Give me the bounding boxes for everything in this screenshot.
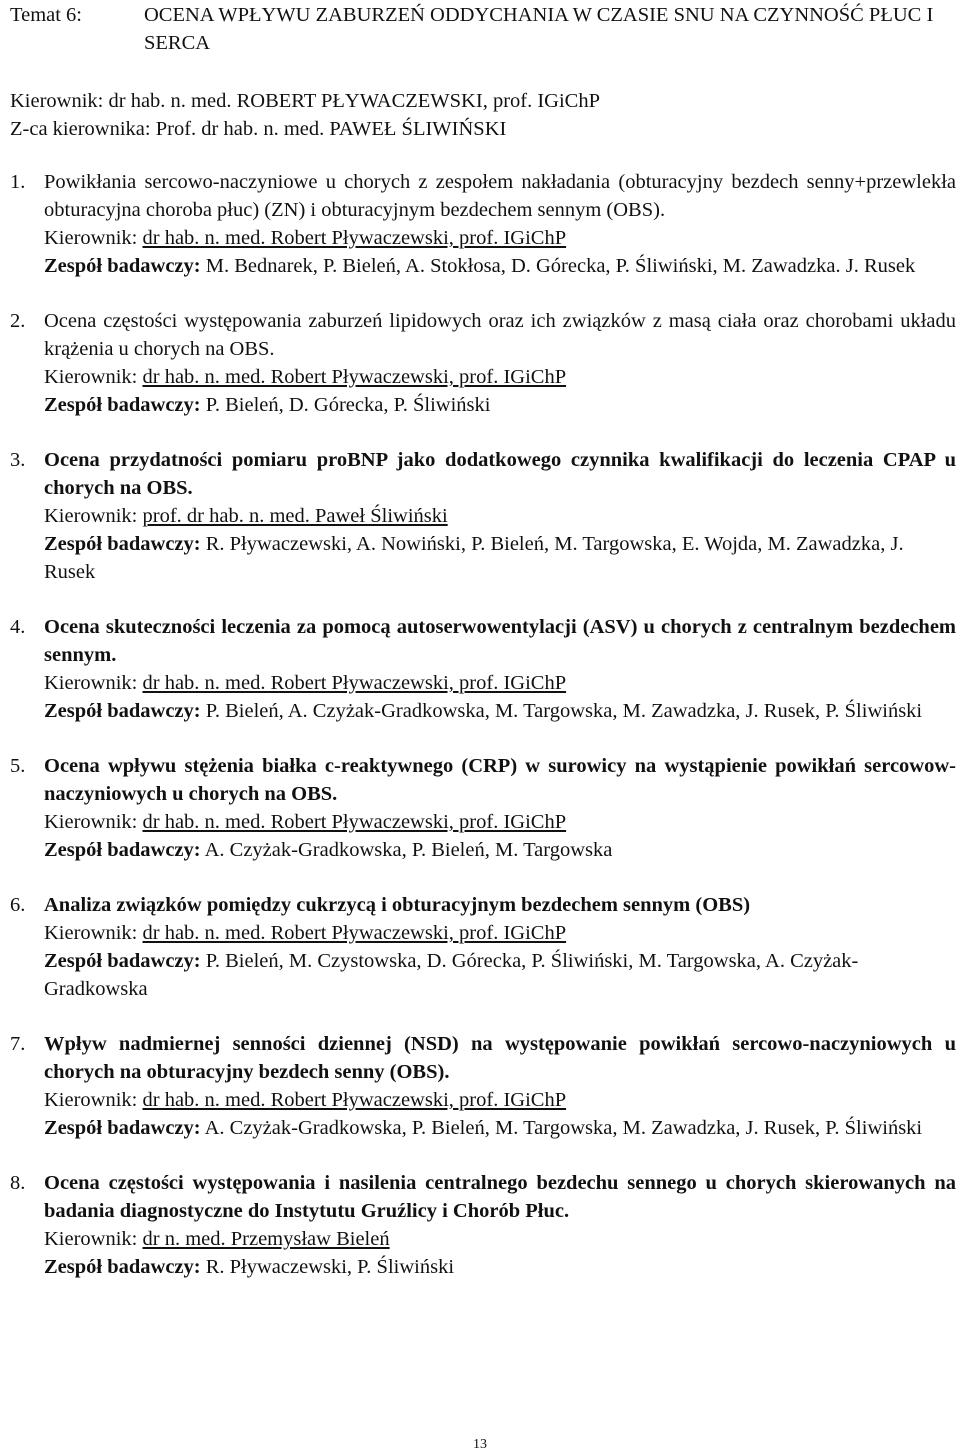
team-names: M. Bednarek, P. Bieleń, A. Stokłosa, D. Górecka, P. Śliwiński, M. Zawadzka. J. Rusek bbox=[205, 255, 916, 277]
team-label: Zespół badawczy: bbox=[44, 950, 201, 972]
task-number: 7. bbox=[10, 1033, 26, 1055]
research-task-list bbox=[0, 168, 960, 1308]
task-manager bbox=[44, 669, 956, 697]
research-task bbox=[0, 752, 960, 864]
manager-name: dr hab. n. med. Robert Pływaczewski, prof. IGiChP bbox=[142, 672, 567, 694]
task-number: 8. bbox=[10, 1172, 26, 1194]
team-label: Zespół badawczy: bbox=[44, 1117, 201, 1139]
topic-manager: Kierownik: dr hab. n. med. ROBERT PŁYWACZEWSKI, prof. IGiChP bbox=[10, 90, 600, 112]
research-task bbox=[0, 1030, 960, 1142]
team-label: Zespół badawczy: bbox=[44, 394, 201, 416]
task-manager bbox=[44, 808, 956, 836]
team-names: A. Czyżak-Gradkowska, P. Bieleń, M. Targowska, M. Zawadzka, J. Rusek, P. Śliwiński bbox=[204, 1117, 923, 1139]
task-title: Analiza związków pomiędzy cukrzycą i obturacyjnym bezdechem sennym (OBS) bbox=[44, 894, 751, 916]
team-names: P. Bieleń, A. Czyżak-Gradkowska, M. Targowska, M. Zawadzka, J. Rusek, P. Śliwiński bbox=[205, 700, 923, 722]
task-manager bbox=[44, 1225, 956, 1253]
manager-label: Kierownik: bbox=[44, 1228, 138, 1250]
team-label: Zespół badawczy: bbox=[44, 1256, 201, 1278]
research-task bbox=[0, 1169, 960, 1281]
team-names: P. Bieleń, D. Górecka, P. Śliwiński bbox=[205, 394, 491, 416]
topic-management bbox=[10, 87, 950, 143]
task-number: 3. bbox=[10, 449, 26, 471]
task-title: Wpływ nadmiernej senności dziennej (NSD) na występowanie powikłań sercowo-naczyniowych u chorych na obturacyjny bezdech senny (OBS). bbox=[44, 1033, 956, 1083]
team-label: Zespół badawczy: bbox=[44, 533, 201, 555]
team-names: R. Pływaczewski, P. Śliwiński bbox=[205, 1256, 455, 1278]
task-title: Ocena wpływu stężenia białka c-reaktywnego (CRP) w surowicy na wystąpienie powikłań sercowow-naczyniowych u chorych na OBS. bbox=[44, 755, 956, 805]
manager-label: Kierownik: bbox=[44, 922, 138, 944]
task-team bbox=[44, 1253, 956, 1281]
task-team bbox=[44, 697, 956, 725]
team-names: P. Bieleń, M. Czystowska, D. Górecka, P. Śliwiński, M. Targowska, A. Czyżak-Gradkowska bbox=[44, 950, 859, 1000]
task-manager bbox=[44, 363, 956, 391]
task-number: 4. bbox=[10, 616, 26, 638]
manager-label: Kierownik: bbox=[44, 672, 138, 694]
task-title: Ocena skuteczności leczenia za pomocą autoserwowentylacji (ASV) u chorych z centralnym bezdechem sennym. bbox=[44, 616, 956, 666]
team-label: Zespół badawczy: bbox=[44, 700, 201, 722]
team-label: Zespół badawczy: bbox=[44, 839, 201, 861]
manager-name: dr hab. n. med. Robert Pływaczewski, prof. IGiChP bbox=[142, 811, 567, 833]
task-title: Ocena przydatności pomiaru proBNP jako dodatkowego czynnika kwalifikacji do leczenia CPAP u chorych na OBS. bbox=[44, 449, 956, 499]
manager-name: dr n. med. Przemysław Bieleń bbox=[142, 1228, 390, 1250]
task-number: 2. bbox=[10, 310, 26, 332]
manager-label: Kierownik: bbox=[44, 811, 138, 833]
research-task bbox=[0, 613, 960, 725]
manager-name: prof. dr hab. n. med. Paweł Śliwiński bbox=[142, 505, 448, 527]
research-task bbox=[0, 891, 960, 1003]
research-task bbox=[0, 446, 960, 586]
task-title: Powikłania sercowo-naczyniowe u chorych z zespołem nakładania (obturacyjny bezdech senny+przewlekła obturacyjna choroba płuc) (ZN) i obturacyjnym bezdechem sennym (OBS). bbox=[44, 171, 956, 221]
task-title: Ocena częstości występowania zaburzeń lipidowych oraz ich związków z masą ciała oraz chorobami układu krążenia u chorych na OBS. bbox=[44, 310, 956, 360]
manager-name: dr hab. n. med. Robert Pływaczewski, prof. IGiChP bbox=[142, 227, 567, 249]
task-manager bbox=[44, 224, 956, 252]
task-number: 5. bbox=[10, 755, 26, 777]
task-team bbox=[44, 391, 956, 419]
topic-deputy-manager: Z-ca kierownika: Prof. dr hab. n. med. PAWEŁ ŚLIWIŃSKI bbox=[10, 118, 507, 140]
research-task bbox=[0, 307, 960, 419]
task-title: Ocena częstości występowania i nasilenia centralnego bezdechu sennego u chorych skierowanych na badania diagnostyczne do Instytutu Gruźlicy i Chorób Płuc. bbox=[44, 1172, 956, 1222]
team-names: R. Pływaczewski, A. Nowiński, P. Bieleń, M. Targowska, E. Wojda, M. Zawadzka, J. Rusek bbox=[44, 533, 904, 583]
manager-label: Kierownik: bbox=[44, 1089, 138, 1111]
manager-label: Kierownik: bbox=[44, 366, 138, 388]
page-number: 13 bbox=[473, 1437, 487, 1452]
task-team bbox=[44, 836, 956, 864]
task-team bbox=[44, 1114, 956, 1142]
task-team bbox=[44, 252, 956, 280]
task-team bbox=[44, 530, 956, 586]
task-number: 1. bbox=[10, 171, 26, 193]
team-names: A. Czyżak-Gradkowska, P. Bieleń, M. Targowska bbox=[204, 839, 613, 861]
manager-name: dr hab. n. med. Robert Pływaczewski, prof. IGiChP bbox=[142, 366, 567, 388]
manager-name: dr hab. n. med. Robert Pływaczewski, prof. IGiChP bbox=[142, 1089, 567, 1111]
topic-label: Temat 6: bbox=[10, 4, 83, 26]
manager-name: dr hab. n. med. Robert Pływaczewski, prof. IGiChP bbox=[142, 922, 567, 944]
task-manager bbox=[44, 502, 956, 530]
research-task bbox=[0, 168, 960, 280]
task-number: 6. bbox=[10, 894, 26, 916]
task-manager bbox=[44, 919, 956, 947]
task-team bbox=[44, 947, 956, 1003]
manager-label: Kierownik: bbox=[44, 505, 138, 527]
team-label: Zespół badawczy: bbox=[44, 255, 201, 277]
task-manager bbox=[44, 1086, 956, 1114]
topic-title: OCENA WPŁYWU ZABURZEŃ ODDYCHANIA W CZASIE SNU NA CZYNNOŚĆ PŁUC I SERCA bbox=[144, 4, 934, 54]
manager-label: Kierownik: bbox=[44, 227, 138, 249]
